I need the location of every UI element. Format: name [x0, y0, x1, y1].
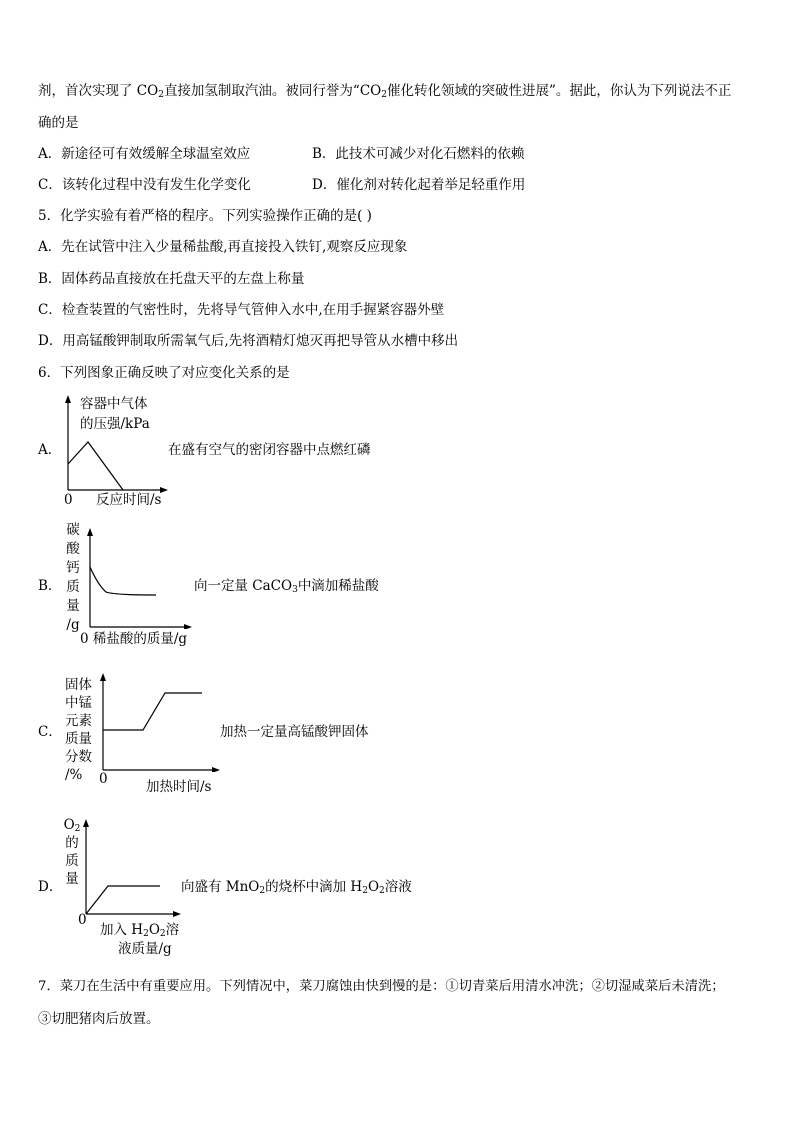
q6-b-ylabel-3: 钙: [66, 560, 80, 576]
q6-d-description: 向盛有 MnO$_2$的烧杯中滴加 $H_2O_2$溶液: [181, 879, 412, 896]
q6-a-ylabel-2: 的压强/kPa: [80, 416, 150, 432]
q6-c-ylabel-5: 分数: [65, 749, 92, 765]
q6-c-description: 加热一定量高锰酸钾固体: [220, 724, 369, 740]
q6-d-xlabel-1: 加入 $H_2O_2$溶: [100, 922, 180, 939]
q6-a-curve: [68, 442, 123, 490]
q6-c-graph: [97, 672, 222, 772]
q6-b-ylabel-6: /g: [66, 617, 80, 633]
q6-d-ylabel-1: $O_2$: [63, 817, 81, 834]
q6-c-ylabel-3: 元素: [65, 713, 92, 729]
q6-c-ylabel-6: /%: [65, 767, 83, 783]
q6-c-ylabel-4: 质量: [65, 731, 92, 747]
q5-option-b: B．固体药品直接放在托盘天平的左盘上称量: [38, 271, 305, 287]
q6-b-ylabel-1: 碳: [66, 522, 80, 538]
q6-d-graph: [80, 818, 185, 918]
q7-stem-line1: 7．菜刀在生活中有重要应用。下列情况中，菜刀腐蚀由快到慢的是：①切青菜后用清水冲洗；②切湿咸菜后未清洗；: [38, 979, 725, 994]
q6-c-y-arrow: [100, 673, 106, 681]
q6-d-origin: 0: [78, 912, 87, 928]
q5-option-a: A．先在试管中注入少量稀盐酸,再直接投入铁钉,观察反应现象: [38, 239, 408, 255]
q6-c-x-arrow: [212, 767, 220, 772]
q4-option-b: B．此技术可减少对化石燃料的依赖: [312, 146, 525, 162]
q6-c-xlabel: 加热时间/s: [146, 779, 212, 795]
q6-a-description: 在盛有空气的密闭容器中点燃红磷: [168, 442, 371, 458]
q7-stem-line2: ③切肥猪肉后放置。: [38, 1011, 160, 1027]
q6-b-letter: B．: [38, 578, 62, 594]
q6-d-xlabel-2: 液质量/g: [118, 941, 172, 957]
q6-b-y-arrow: [87, 528, 93, 536]
q6-b-graph: [84, 527, 194, 629]
q4-option-a: A．新途径可有效缓解全球温室效应: [38, 146, 251, 162]
q6-a-y-arrow: [65, 395, 71, 403]
q4-option-c: C．该转化过程中没有发生化学变化: [38, 177, 251, 193]
q6-b-curve: [90, 567, 156, 595]
q6-b-x-arrow: [184, 624, 192, 629]
q6-c-ylabel-1: 固体: [65, 677, 92, 693]
q6-d-curve: [86, 886, 160, 914]
q6-a-origin: 0: [64, 492, 73, 508]
q6-b-xlabel: 0 稀盐酸的质量/g: [80, 631, 188, 647]
q5-option-c: C．检查装置的气密性时，先将导气管伸入水中,在用手握紧容器外壁: [38, 302, 445, 318]
q6-b-ylabel-4: 质: [66, 579, 80, 595]
q4-stem-line1: 剂，首次实现了 $CO_2$直接加氢制取汽油。被同行誉为“$CO_2$催化转化领域的突破性进展”。据此，你认为下列说法不正: [38, 83, 732, 100]
q4-stem-line2: 确的是: [38, 115, 79, 131]
q6-d-ylabel-2: 的: [65, 835, 79, 851]
q6-c-ylabel-2: 中锰: [65, 695, 92, 711]
q5-stem: 5．化学实验有着严格的程序。下列实验操作正确的是( ): [38, 208, 372, 224]
q6-d-letter: D．: [38, 879, 63, 895]
q6-b-ylabel-2: 酸: [66, 541, 80, 557]
q6-d-x-arrow: [173, 911, 181, 917]
q6-a-ylabel-1: 容器中气体: [80, 396, 148, 412]
q6-d-ylabel-4: 量: [65, 871, 79, 887]
q6-a-graph: [60, 394, 170, 494]
q6-b-ylabel-5: 量: [66, 598, 80, 614]
q5-option-d: D．用高锰酸钾制取所需氧气后,先将酒精灯熄灭再把导管从水槽中移出: [38, 333, 459, 349]
q6-a-xlabel: 反应时间/s: [96, 492, 162, 508]
q6-stem: 6．下列图象正确反映了对应变化关系的是: [38, 365, 290, 381]
q6-d-y-arrow: [83, 819, 89, 827]
q6-c-curve: [103, 693, 202, 730]
q6-d-ylabel-3: 质: [65, 853, 79, 869]
q6-c-origin: 0: [99, 771, 108, 787]
q6-b-description: 向一定量 CaCO$_3$中滴加稀盐酸: [194, 578, 379, 595]
q6-a-letter: A．: [38, 442, 62, 458]
q6-c-letter: C．: [38, 724, 62, 740]
q4-option-d: D．催化剂对转化起着举足轻重作用: [312, 177, 526, 193]
